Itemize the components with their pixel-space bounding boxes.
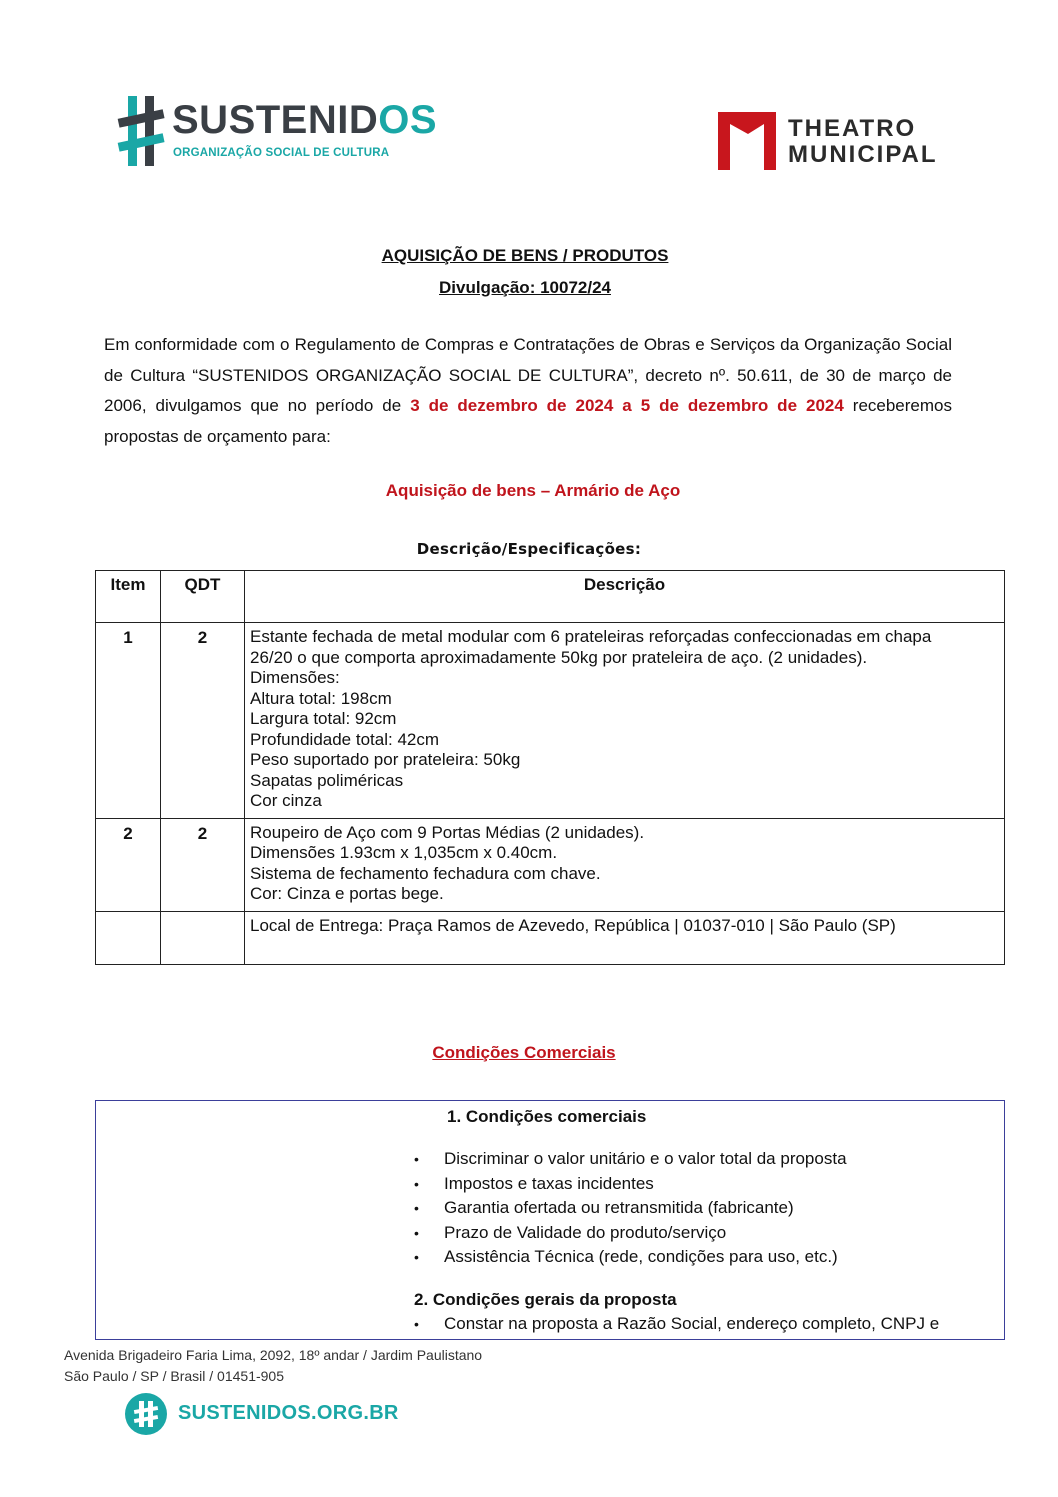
description-line: Sapatas poliméricas xyxy=(250,770,404,790)
row-description xyxy=(245,818,1005,911)
description-line: Largura total: 92cm xyxy=(250,709,397,728)
disclosure-number: Divulgação: 10072/24 xyxy=(439,278,611,297)
list-item: • Constar na proposta a Razão Social, endereço completo, CNPJ e xyxy=(414,1312,939,1337)
row-item: 1 xyxy=(96,623,161,819)
sustenidos-wordmark: SUSTENIDOS xyxy=(172,98,438,142)
section1-list xyxy=(414,1147,847,1270)
row-qty: 2 xyxy=(161,818,245,911)
table-header-row xyxy=(96,571,1005,623)
delivery-location: Local de Entrega: Praça Ramos de Azevedo, República | 01037-010 | São Paulo (SP) xyxy=(245,911,1005,964)
subject-title: Aquisição de bens – Armário de Aço xyxy=(385,481,681,500)
header-description: Descrição xyxy=(245,571,1005,623)
description-line: 26/20 o que comporta aproximadamente 50kg por prateleira de aço. (2 unidades). xyxy=(250,647,868,667)
specs-table xyxy=(95,570,1005,965)
description-line: Estante fechada de metal modular com 6 prateleiras reforçadas confeccionadas em chapa xyxy=(250,627,932,646)
description-line: Cor: Cinza e portas bege. xyxy=(250,884,444,903)
description-line: Cor cinza xyxy=(250,791,322,810)
table-row-delivery xyxy=(96,911,1005,964)
footer-address xyxy=(64,1345,482,1387)
row-qty: 2 xyxy=(161,623,245,819)
header-qty: QDT xyxy=(161,571,245,623)
list-item: • Garantia ofertada ou retransmitida (fabricante) xyxy=(414,1196,847,1221)
description-line: Roupeiro de Aço com 9 Portas Médias (2 unidades). xyxy=(250,822,645,842)
header-item: Item xyxy=(96,571,161,623)
commercial-conditions-title: Condições Comerciais xyxy=(432,1043,616,1062)
sustenidos-logo xyxy=(116,92,438,172)
description-line: Sistema de fechamento fechadura com chave. xyxy=(250,863,601,883)
theatro-wordmark xyxy=(788,116,938,168)
description-line: Peso suportado por prateleira: 50kg xyxy=(250,750,521,769)
list-item: • Impostos e taxas incidentes xyxy=(414,1172,847,1197)
intro-paragraph xyxy=(104,330,952,452)
description-line: Profundidade total: 42cm xyxy=(250,729,440,749)
box-bottom-border xyxy=(95,1339,1005,1340)
intro-text-before: Em conformidade com o Regulamento de Compras e Contratações de Obras e Serviços da Organização Social de Cultura “SUSTENIDOS ORGANIZAÇÃO SOCIAL DE CULTURA”, decreto nº. 50.611, de 30 de março de 2006, divulgamos que no período de xyxy=(104,335,952,415)
section2-list xyxy=(414,1312,939,1337)
address-line: Avenida Brigadeiro Faria Lima, 2092, 18º andar / Jardim Paulistano xyxy=(64,1347,483,1363)
document-title: AQUISIÇÃO DE BENS / PRODUTOS xyxy=(381,246,669,265)
website-url: SUSTENIDOS.ORG.BR xyxy=(178,1402,399,1424)
table-row xyxy=(96,818,1005,911)
hash-circle-icon xyxy=(124,1392,168,1436)
address-line: São Paulo / SP / Brasil / 01451-905 xyxy=(64,1368,284,1384)
theatro-municipal-logo xyxy=(716,108,956,174)
description-line: Altura total: 198cm xyxy=(250,688,392,708)
row-item: 2 xyxy=(96,818,161,911)
intro-period: 3 de dezembro de 2024 a 5 de dezembro de 2024 xyxy=(410,396,844,415)
list-item: • Prazo de Validade do produto/serviço xyxy=(414,1221,847,1246)
row-description xyxy=(245,623,1005,819)
theatro-line1: THEATRO xyxy=(788,115,917,142)
commercial-conditions-box xyxy=(95,1100,1005,1340)
list-item: • Assistência Técnica (rede, condições para uso, etc.) xyxy=(414,1245,847,1270)
sustenidos-tagline: ORGANIZAÇÃO SOCIAL DE CULTURA xyxy=(173,147,390,159)
section2-title: 2. Condições gerais da proposta xyxy=(414,1290,677,1309)
description-line: Dimensões 1.93cm x 1,035cm x 0.40cm. xyxy=(250,843,558,862)
specs-heading: Descrição/Especificações: xyxy=(416,540,642,558)
section1-title: 1. Condições comerciais xyxy=(447,1107,647,1126)
footer-website-logo xyxy=(124,1392,399,1436)
row-qty-empty xyxy=(161,911,245,964)
row-item-empty xyxy=(96,911,161,964)
table-row xyxy=(96,623,1005,819)
theatro-line2: MUNICIPAL xyxy=(788,141,938,168)
hash-icon xyxy=(116,92,168,170)
intro-text-after: receberemos propostas de orçamento para: xyxy=(104,396,952,446)
theatro-arch-icon xyxy=(716,110,778,172)
description-line: Dimensões: xyxy=(250,668,340,687)
list-item: • Discriminar o valor unitário e o valor total da proposta xyxy=(414,1147,847,1172)
